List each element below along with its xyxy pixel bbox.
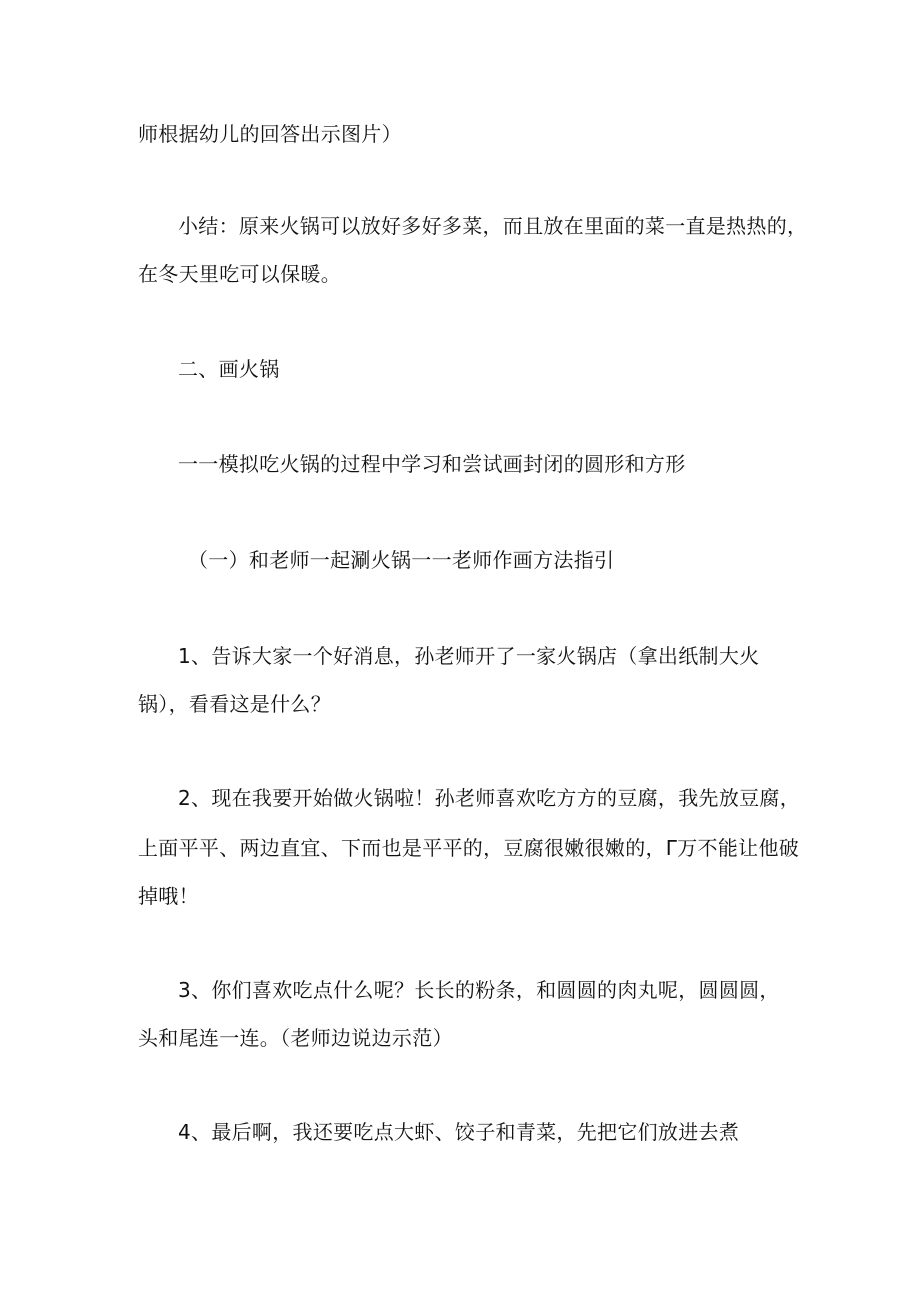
- step-3-line-2: 头和尾连一连。（老师边说边示范）: [138, 1026, 453, 1050]
- step-2-line-3: 掉哦！: [138, 884, 199, 908]
- section-heading: 二、画火锅: [178, 357, 280, 381]
- step-1-line-1: 1、告诉大家一个好消息，孙老师开了一家火锅店（拿出纸制大火: [178, 644, 760, 668]
- step-1-line-2: 锅），看看这是什么？: [138, 692, 331, 716]
- step-3-line-1: 3、你们喜欢吃点什么呢？长长的粉条，和圆圆的肉丸呢，圆圆圆，: [178, 978, 780, 1002]
- text-line-summary: 小结：原来火锅可以放好多好多菜，而且放在里面的菜一直是热热的，: [178, 214, 808, 238]
- subsection-heading: （一）和老师一起涮火锅一一老师作画方法指引: [188, 548, 615, 572]
- section-subtitle: 一一模拟吃火锅的过程中学习和尝试画封闭的圆形和方形: [178, 452, 686, 476]
- step-4-line-1: 4、最后啊，我还要吃点大虾、饺子和青菜，先把它们放进去煮: [178, 1120, 740, 1144]
- step-2-line-1: 2、现在我要开始做火锅啦！孙老师喜欢吃方方的豆腐，我先放豆腐，: [178, 786, 801, 810]
- text-line-continuation: 师根据幼儿的回答出示图片）: [138, 122, 402, 146]
- text-line-summary-cont: 在冬天里吃可以保暖。: [138, 262, 341, 286]
- step-2-line-2: 上面平平、两边直宜、下而也是平平的，豆腐很嫩很嫩的，Γ万不能让他破: [138, 836, 800, 860]
